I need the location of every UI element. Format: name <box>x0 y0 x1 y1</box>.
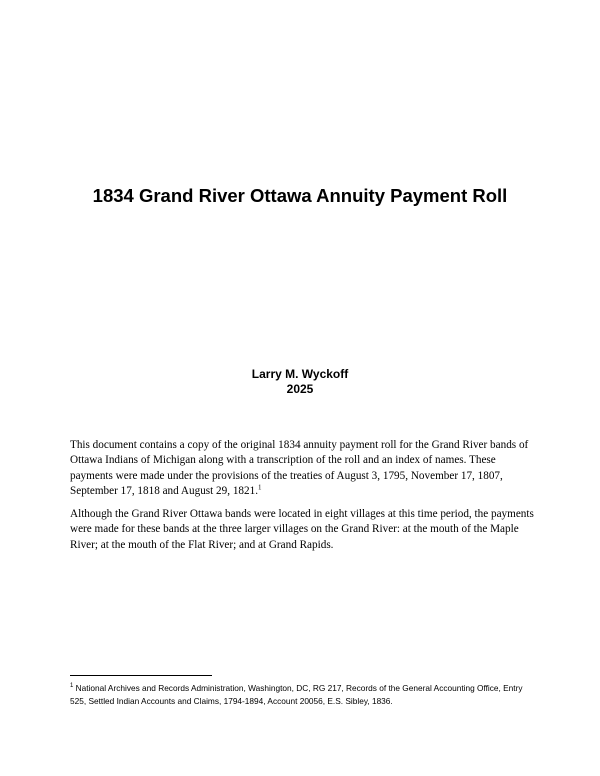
author-name: Larry M. Wyckoff <box>251 367 349 381</box>
page-title: 1834 Grand River Ottawa Annuity Payment Roll <box>92 185 508 206</box>
intro-paragraph <box>70 438 534 500</box>
footnote-divider <box>70 675 212 676</box>
villages-paragraph-text: Although the Grand River Ottawa bands were located in eight villages at this time period, the payments were made for these bands at the three larger villages on the Grand River: at the mouth of the Maple River; at the mouth of the Flat River; and at Grand Rapids. <box>70 508 534 551</box>
footnote-reference[interactable]: 1 <box>258 483 262 492</box>
footnote <box>70 682 540 707</box>
footnote-number: 1 <box>70 683 74 690</box>
publication-year: 2025 <box>286 382 314 396</box>
intro-paragraph-text: This document contains a copy of the original 1834 annuity payment roll for the Grand River bands of Ottawa Indians of Michigan along with a transcription of the roll and an index of names. These payments were made under the provisions of the treaties of August 3, 1795, November 17, 1807, September 17, 1818 and August 29, 1821. <box>70 439 529 498</box>
author-block <box>0 367 600 397</box>
villages-paragraph <box>70 507 534 553</box>
footnote-text: National Archives and Records Administration, Washington, DC, RG 217, Records of the General Accounting Office, Entry 525, Settled Indian Accounts and Claims, 1794-1894, Account 20056, E.S. Sibley, 1836. <box>70 683 523 706</box>
